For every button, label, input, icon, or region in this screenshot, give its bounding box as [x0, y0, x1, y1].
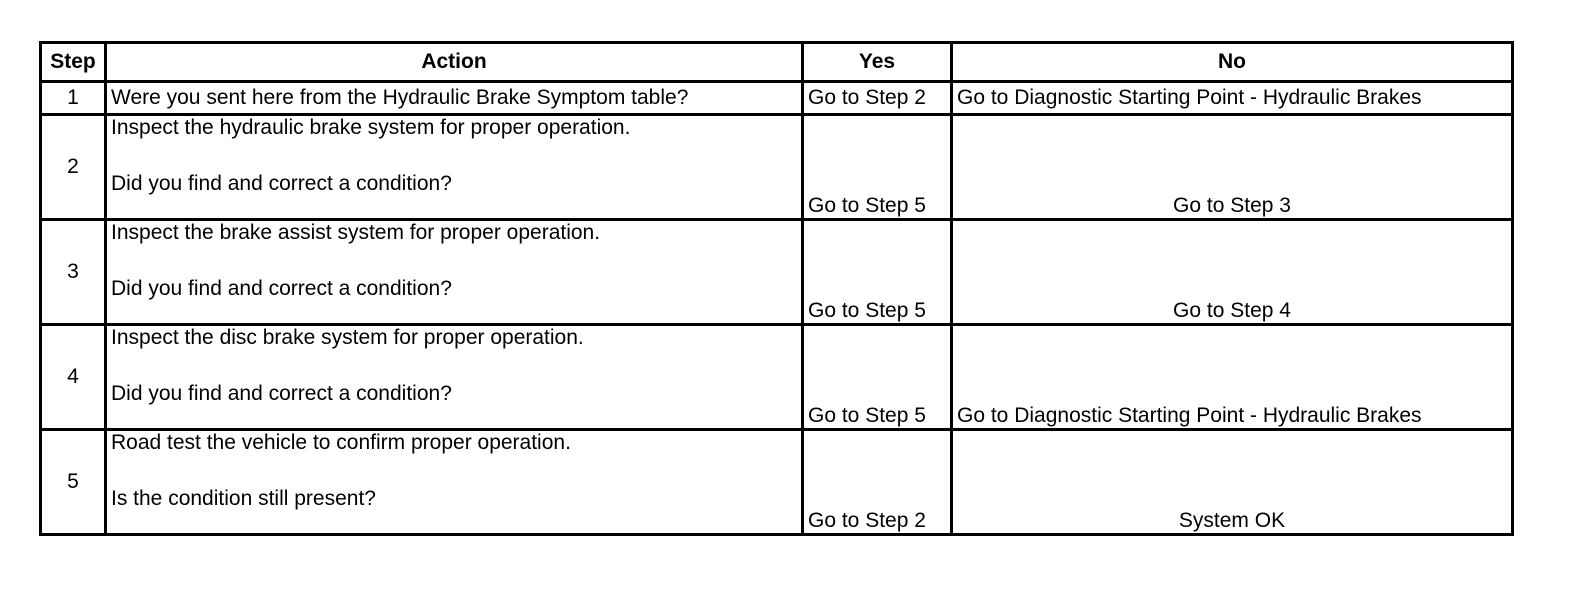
yes-result: Go to Step 2 [803, 430, 952, 535]
table-row [41, 115, 1513, 220]
step-number: 2 [41, 115, 106, 220]
action-text: Inspect the brake assist system for proper operation. [111, 221, 601, 244]
yes-result: Go to Step 5 [803, 325, 952, 430]
table-row [41, 325, 1513, 430]
yes-result: Go to Step 5 [803, 220, 952, 325]
action-text: Inspect the disc brake system for proper operation. [111, 326, 584, 349]
action-text: Inspect the hydraulic brake system for proper operation. [111, 116, 631, 139]
step-number: 5 [41, 430, 106, 535]
yes-result: Go to Step 5 [803, 115, 952, 220]
action-question: Did you find and correct a condition? [111, 277, 452, 301]
action-text: Road test the vehicle to confirm proper operation. [111, 431, 571, 454]
no-result: Go to Diagnostic Starting Point - Hydraulic Brakes [952, 82, 1513, 115]
no-result: Go to Diagnostic Starting Point - Hydraulic Brakes [952, 325, 1513, 430]
action-question: Did you find and correct a condition? [111, 382, 452, 406]
action-text: Were you sent here from the Hydraulic Brake Symptom table? [106, 82, 803, 115]
no-result: Go to Step 4 [952, 220, 1513, 325]
action-question: Did you find and correct a condition? [111, 172, 452, 196]
action-cell [106, 430, 803, 535]
table-header-row [41, 43, 1513, 82]
step-number: 4 [41, 325, 106, 430]
no-result: System OK [952, 430, 1513, 535]
header-action: Action [106, 43, 803, 82]
header-no: No [952, 43, 1513, 82]
header-yes: Yes [803, 43, 952, 82]
diagnostic-table [39, 41, 1514, 536]
no-result: Go to Step 3 [952, 115, 1513, 220]
action-cell [106, 220, 803, 325]
step-number: 3 [41, 220, 106, 325]
yes-result: Go to Step 2 [803, 82, 952, 115]
table-row [41, 430, 1513, 535]
table-row [41, 220, 1513, 325]
action-question: Is the condition still present? [111, 487, 376, 511]
action-cell [106, 325, 803, 430]
table-row [41, 82, 1513, 115]
header-step: Step [41, 43, 106, 82]
action-cell [106, 115, 803, 220]
step-number: 1 [41, 82, 106, 115]
